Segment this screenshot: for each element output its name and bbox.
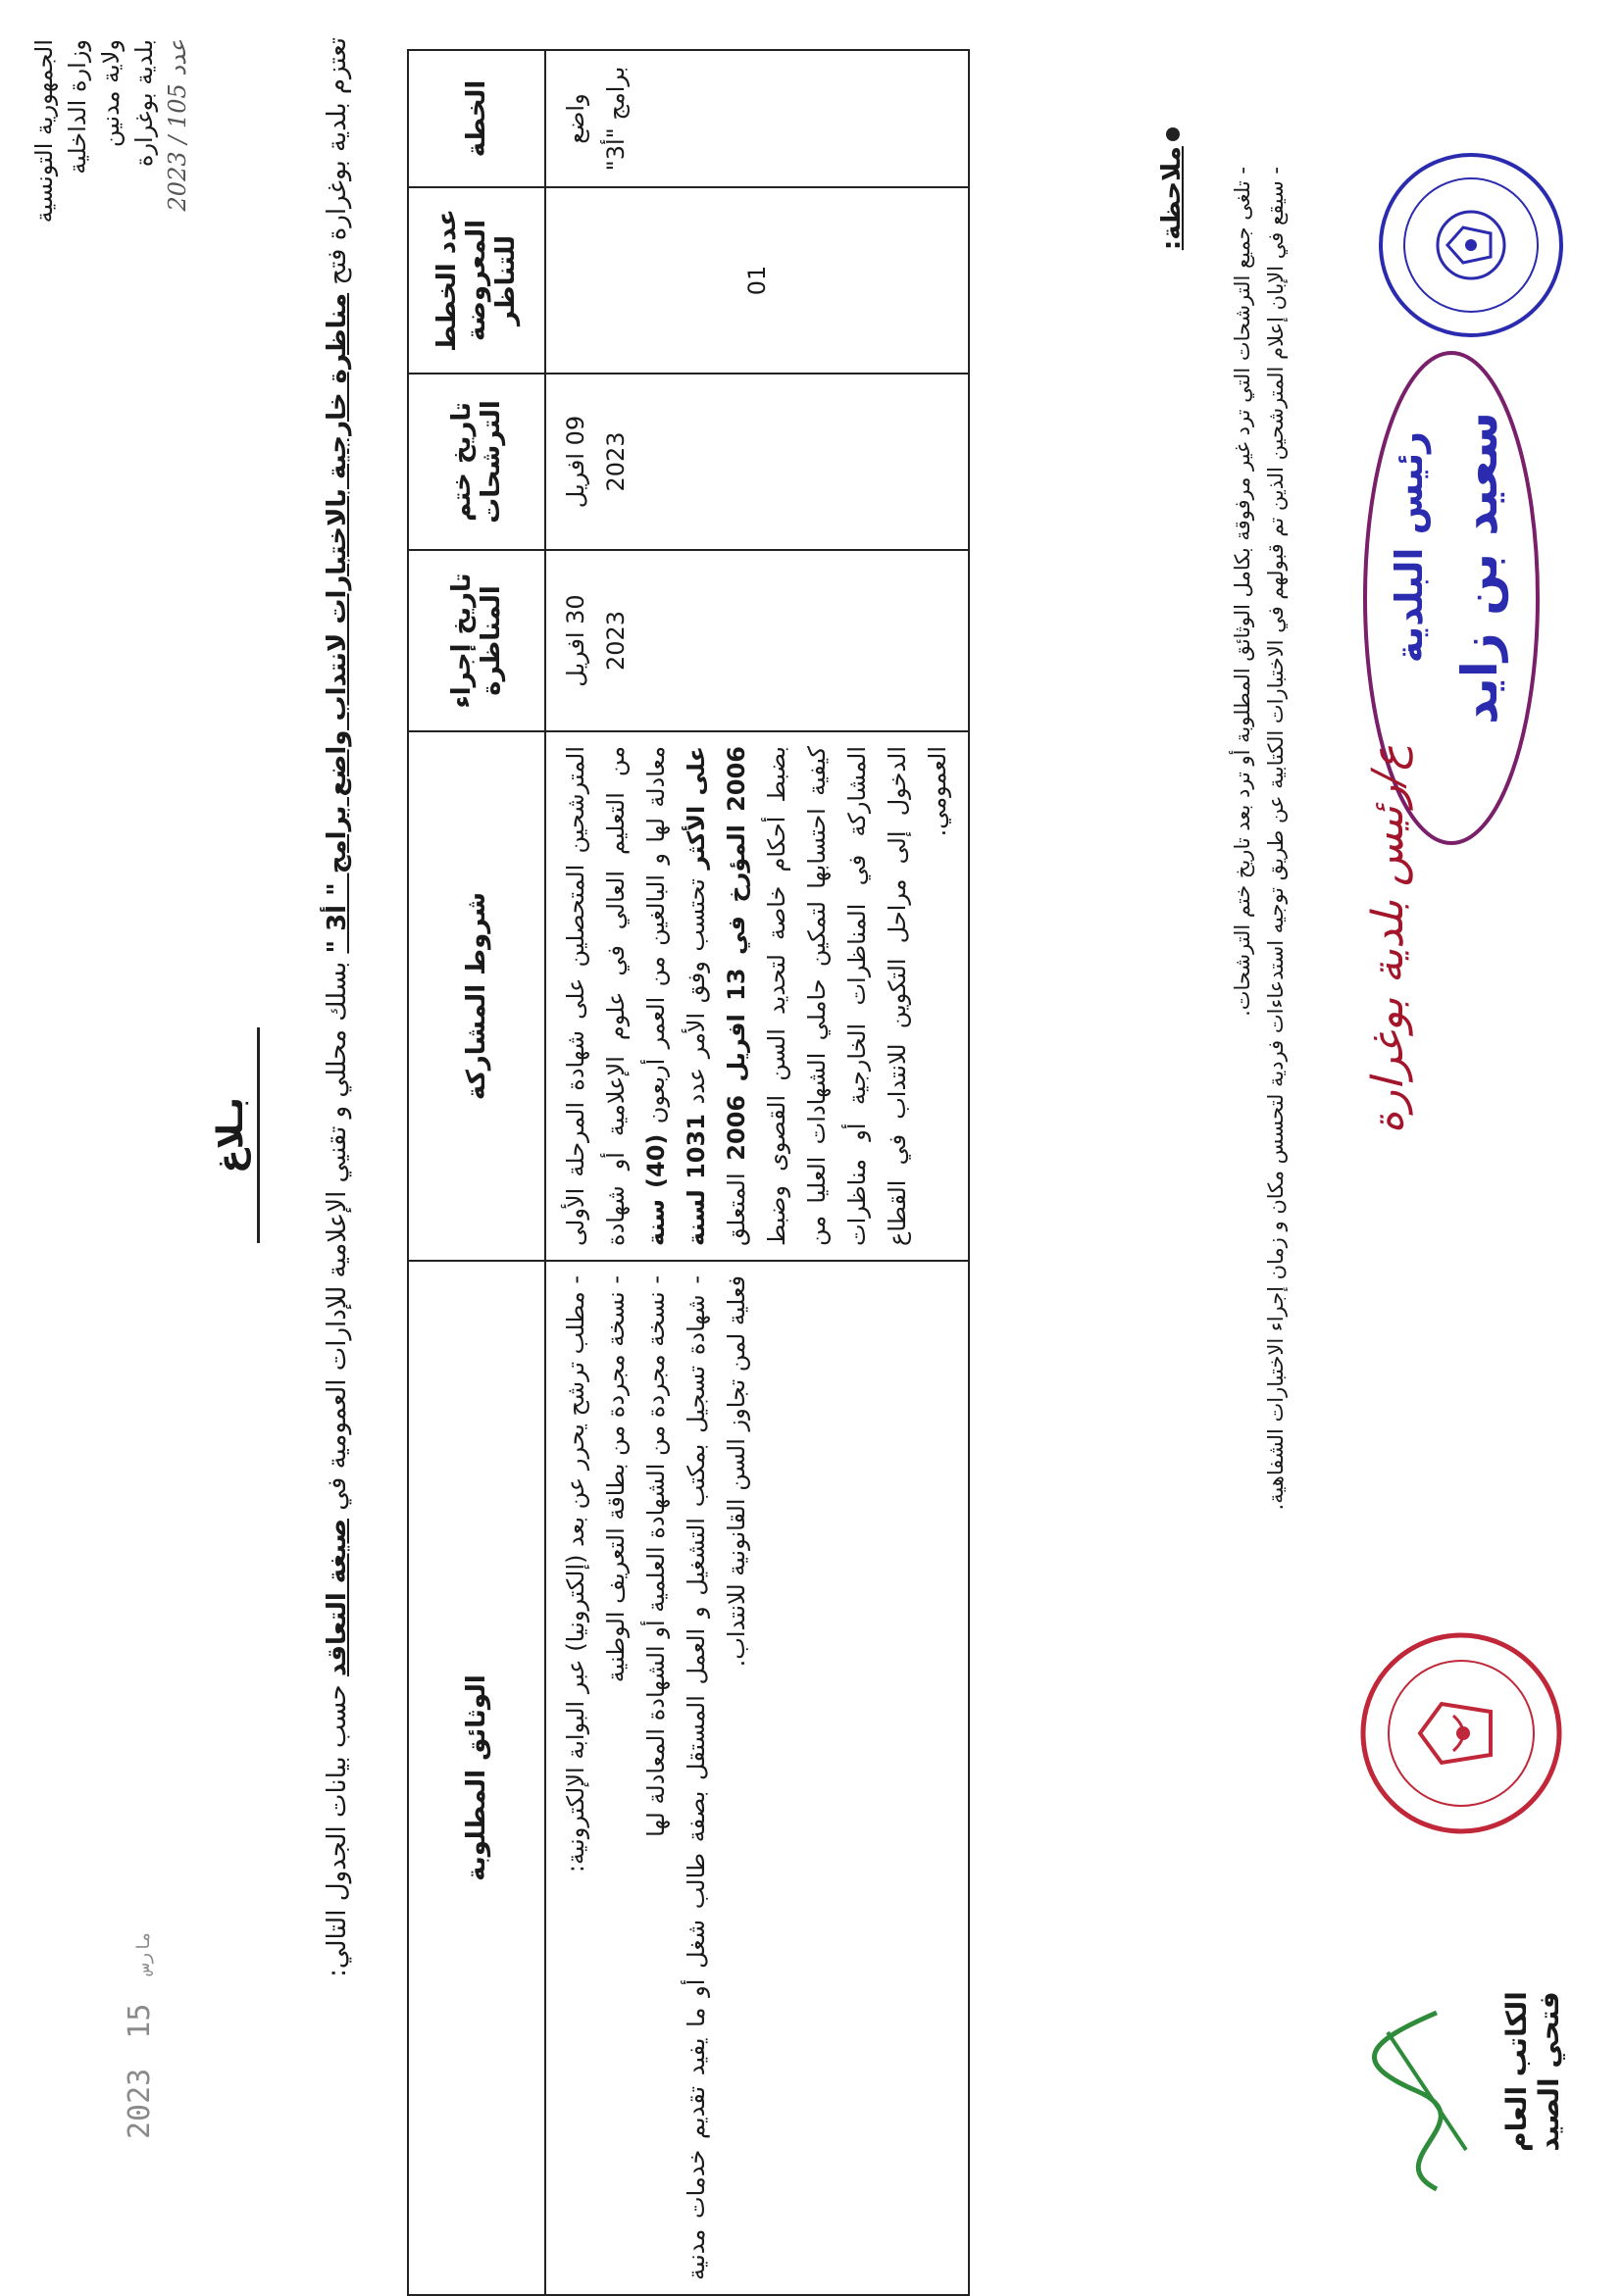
- document-item: - مطلب ترشح يحرر عن بعد (إلكترونيا) عبر البوابة الإلكترونية:: [562, 1275, 589, 1873]
- conditions-text-1: المترشحين المتحصلين على شهادة المرحلة الأولى من التعليم العالي في علوم الإعلامية أو شهادة معادلة لها و البالغين من العمر أربعون: [562, 746, 670, 1246]
- header-conditions: شروط المشاركة: [408, 731, 545, 1261]
- intro-part2: مناظرة خارجية بالاختبارات لانتداب واضع برامج " أ3 ": [323, 292, 352, 954]
- conditions-bold-1: (40) سنة على الأكثر: [642, 746, 710, 1246]
- mayor-name: سعيد بن زايد: [1451, 412, 1508, 724]
- letterhead: [27, 39, 194, 223]
- note-label: ملاحظة:: [1157, 146, 1187, 251]
- table-header-row: [408, 50, 545, 2295]
- cell-count: 01: [545, 187, 969, 374]
- conditions-bold-2: 1031 لسنة 2006 المؤرخ في 13 افريل 2006: [683, 746, 750, 1246]
- green-signature-icon: [1348, 1993, 1495, 2209]
- note-body: [1226, 167, 1293, 2206]
- document-item: - نسخة مجردة من بطاقة التعريف الوطنية: [602, 1275, 630, 1683]
- mayor-title: رئيس البلدية: [1388, 431, 1431, 664]
- note-heading: [1157, 127, 1187, 250]
- title-underline: [257, 1027, 260, 1243]
- header-republic: الجمهورية التونسية: [30, 39, 58, 224]
- announcement-table: [407, 49, 970, 2296]
- cell-documents: [545, 1261, 969, 2295]
- date-day: 15: [123, 2003, 157, 2039]
- note-line-1: - تلغى جميع الترشحات التي ترد غير مرفوقة بكامل الوثائق المطلوبة أو ترد بعد تاريخ ختم الترشحات.: [1231, 167, 1254, 1017]
- page-title: بـلاغ: [211, 1097, 251, 1173]
- cell-deadline: 09 افريل 2023: [545, 374, 969, 550]
- cell-exam-date: 30 افريل 2023: [545, 550, 969, 731]
- document-date: [123, 1925, 157, 2145]
- header-municipality: بلدية بوغرارة: [130, 39, 158, 168]
- bullet-icon: [1166, 127, 1180, 141]
- header-governorate: ولاية مدنين: [97, 39, 125, 148]
- secretary-signature-block: [1353, 1924, 1565, 2219]
- intro-part1: تعتزم بلدية بوغرارة فتح: [323, 37, 352, 285]
- date-year: 2023: [123, 2068, 157, 2139]
- conditions-text-2: تحتسب وفق الأمر عدد: [683, 878, 710, 1105]
- date-month: مارس: [133, 1931, 154, 1974]
- conditions-text-3: المتعلق بضبط أحكام خاصة لتحديد السن القصوى وضبط كيفية احتسابها لتمكين حاملي الشهادات العليا من المشاركة في المناظرات الخارجية أو مناظرات الدخول إلى مراحل التكوين للانتداب في القطاع العمومي.: [723, 746, 951, 1246]
- official-seal-blue: [1373, 147, 1569, 343]
- header-ref-number: عدد 105 / 2023: [164, 39, 191, 212]
- header-plan: الخطة: [408, 50, 545, 187]
- note-line-2: - سيقع في الإبان إعلام المترشحين الذين تم قبولهم في الاختبارات الكتابية عن طريق توجيه استدعاءات فردية لتحسس مكان و زمان إجراء الاختبارات الشفاهية.: [1264, 167, 1288, 1511]
- official-seal-red: [1353, 1625, 1569, 1841]
- intro-part4: صيغة التعاقد: [323, 1519, 352, 1677]
- seal-blue-icon: [1373, 147, 1569, 343]
- intro-part5: حسب بيانات الجدول التالي:: [323, 1684, 352, 1977]
- header-exam-date: تاريخ إجراء المناظرة: [408, 550, 545, 731]
- seal-red-icon: [1353, 1625, 1569, 1841]
- document-item: - شهادة تسجيل بمكتب التشغيل و العمل المستقل بصفة طالب شغل أو ما يفيد تقديم خدمات مدنية فعلية لمن تجاوز السن القانونية للانتداب.: [683, 1275, 750, 2280]
- mayor-handwritten-note: ع/رئيس بلدية بوغرارة: [1363, 745, 1413, 1134]
- header-documents: الوثائق المطلوبة: [408, 1261, 545, 2295]
- header-ministry: وزارة الداخلية: [64, 39, 91, 175]
- header-count: عدد الخطط المعروضة للتناظر: [408, 187, 545, 374]
- cell-conditions: [545, 731, 969, 1261]
- secretary-name: فتحي الصيد: [1533, 1991, 1565, 2152]
- table-row: [545, 50, 969, 2295]
- title-block: [211, 988, 260, 1282]
- header-deadline: تاريخ ختم الترشحات: [408, 374, 545, 550]
- intro-paragraph: [319, 37, 356, 2253]
- cell-plan: واضع برامج "أ3": [545, 50, 969, 187]
- document-item: - نسخة مجردة من الشهادة العلمية أو الشهادة المعادلة لها: [642, 1275, 670, 1837]
- intro-part3: بسلك محللي و تقنيي الإعلامية للإدارات العمومية في: [323, 961, 352, 1511]
- secretary-title: الكاتب العام: [1500, 1991, 1533, 2152]
